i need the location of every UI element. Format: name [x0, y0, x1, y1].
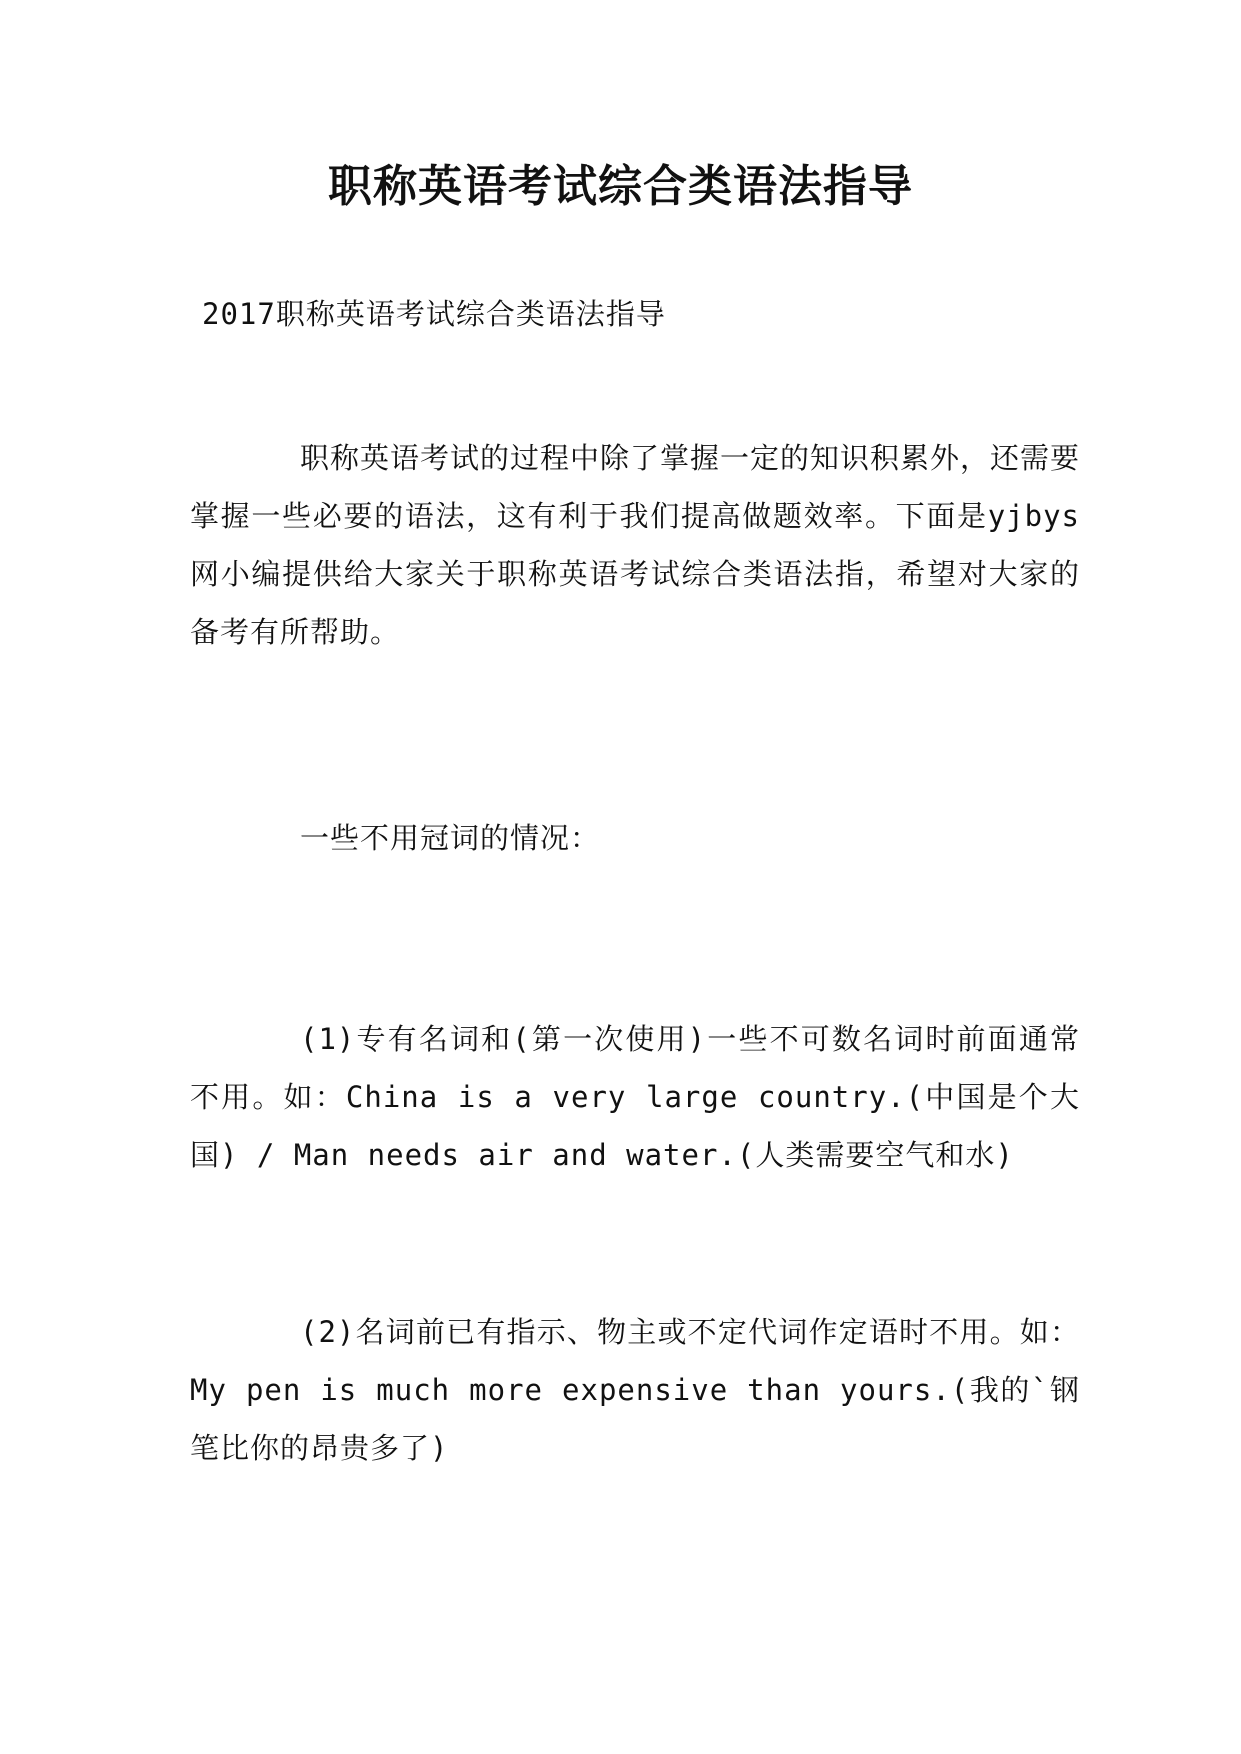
section-heading: 一些不用冠词的情况：: [300, 821, 601, 855]
document-subtitle: 2017职称英语考试综合类语法指导: [202, 297, 666, 331]
rule-paragraph-1: (1)专有名词和(第一次使用)一些不可数名词时前面通常不用。如：China is a very large country.(中国是个大国) / Man needs air and water.(人类需要空气和水): [190, 1022, 1080, 1172]
document-title: 职称英语考试综合类语法指导: [328, 161, 913, 212]
intro-paragraph: 职称英语考试的过程中除了掌握一定的知识积累外，还需要掌握一些必要的语法，这有利于我们提高做题效率。下面是yjbys网小编提供给大家关于职称英语考试综合类语法指，希望对大家的备考有所帮助。: [190, 441, 1081, 649]
rule-paragraph-2: (2)名词前已有指示、物主或不定代词作定语时不用。如：My pen is much more expensive than yours.(我的`钢笔比你的昂贵多了): [190, 1315, 1080, 1465]
